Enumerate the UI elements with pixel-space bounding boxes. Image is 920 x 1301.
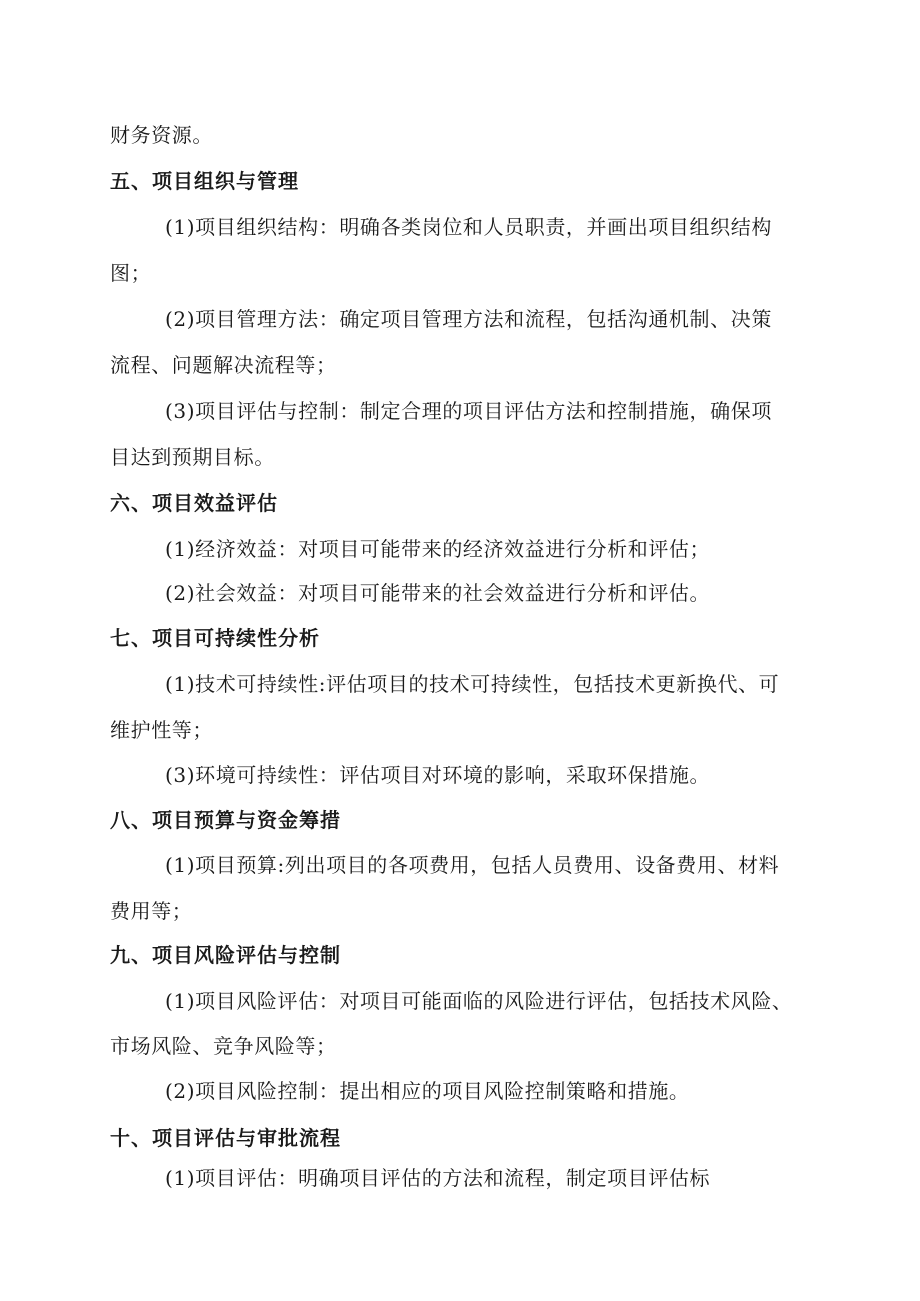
list-item-line: (2)项目风险控制：提出相应的项目风险控制策略和措施。: [165, 1079, 690, 1103]
list-item-continuation-line: 市场风险、竞争风险等；: [110, 1034, 337, 1058]
list-item-continuation-line: 费用等；: [110, 899, 193, 923]
paragraph-continuation-line: 财务资源。: [110, 123, 213, 147]
list-item-line: (2)项目管理方法：确定项目管理方法和流程，包括沟通机制、决策: [165, 307, 772, 331]
list-item-line: (1)项目组织结构：明确各类岗位和人员职责，并画出项目组织结构: [165, 215, 772, 239]
list-item-line: (1)项目风险评估：对项目可能面临的风险进行评估，包括技术风险、: [165, 989, 793, 1013]
list-item-continuation-line: 目达到预期目标。: [110, 445, 275, 469]
section-heading-6: 六、项目效益评估: [110, 491, 278, 515]
section-heading-9: 九、项目风险评估与控制: [110, 943, 341, 967]
list-item-continuation-line: 流程、问题解决流程等；: [110, 353, 337, 377]
section-heading-10: 十、项目评估与审批流程: [110, 1126, 341, 1150]
list-item-line: (2)社会效益：对项目可能带来的社会效益进行分析和评估。: [165, 581, 711, 605]
section-heading-5: 五、项目组织与管理: [110, 169, 299, 193]
list-item-continuation-line: 图；: [110, 261, 152, 285]
list-item-line: (3)环境可持续性：评估项目对环境的影响，采取环保措施。: [165, 763, 711, 787]
list-item-continuation-line: 维护性等；: [110, 718, 213, 742]
list-item-line: (1)经济效益：对项目可能带来的经济效益进行分析和评估；: [165, 537, 711, 561]
list-item-line: (1)项目评估：明确项目评估的方法和流程，制定项目评估标: [165, 1166, 711, 1190]
list-item-line: (1)项目预算:列出项目的各项费用，包括人员费用、设备费用、材料: [165, 853, 780, 877]
section-heading-8: 八、项目预算与资金筹措: [110, 808, 341, 832]
list-item-line: (1)技术可持续性:评估项目的技术可持续性，包括技术更新换代、可: [165, 672, 780, 696]
section-heading-7: 七、项目可持续性分析: [110, 626, 320, 650]
list-item-line: (3)项目评估与控制：制定合理的项目评估方法和控制措施，确保项: [165, 399, 772, 423]
